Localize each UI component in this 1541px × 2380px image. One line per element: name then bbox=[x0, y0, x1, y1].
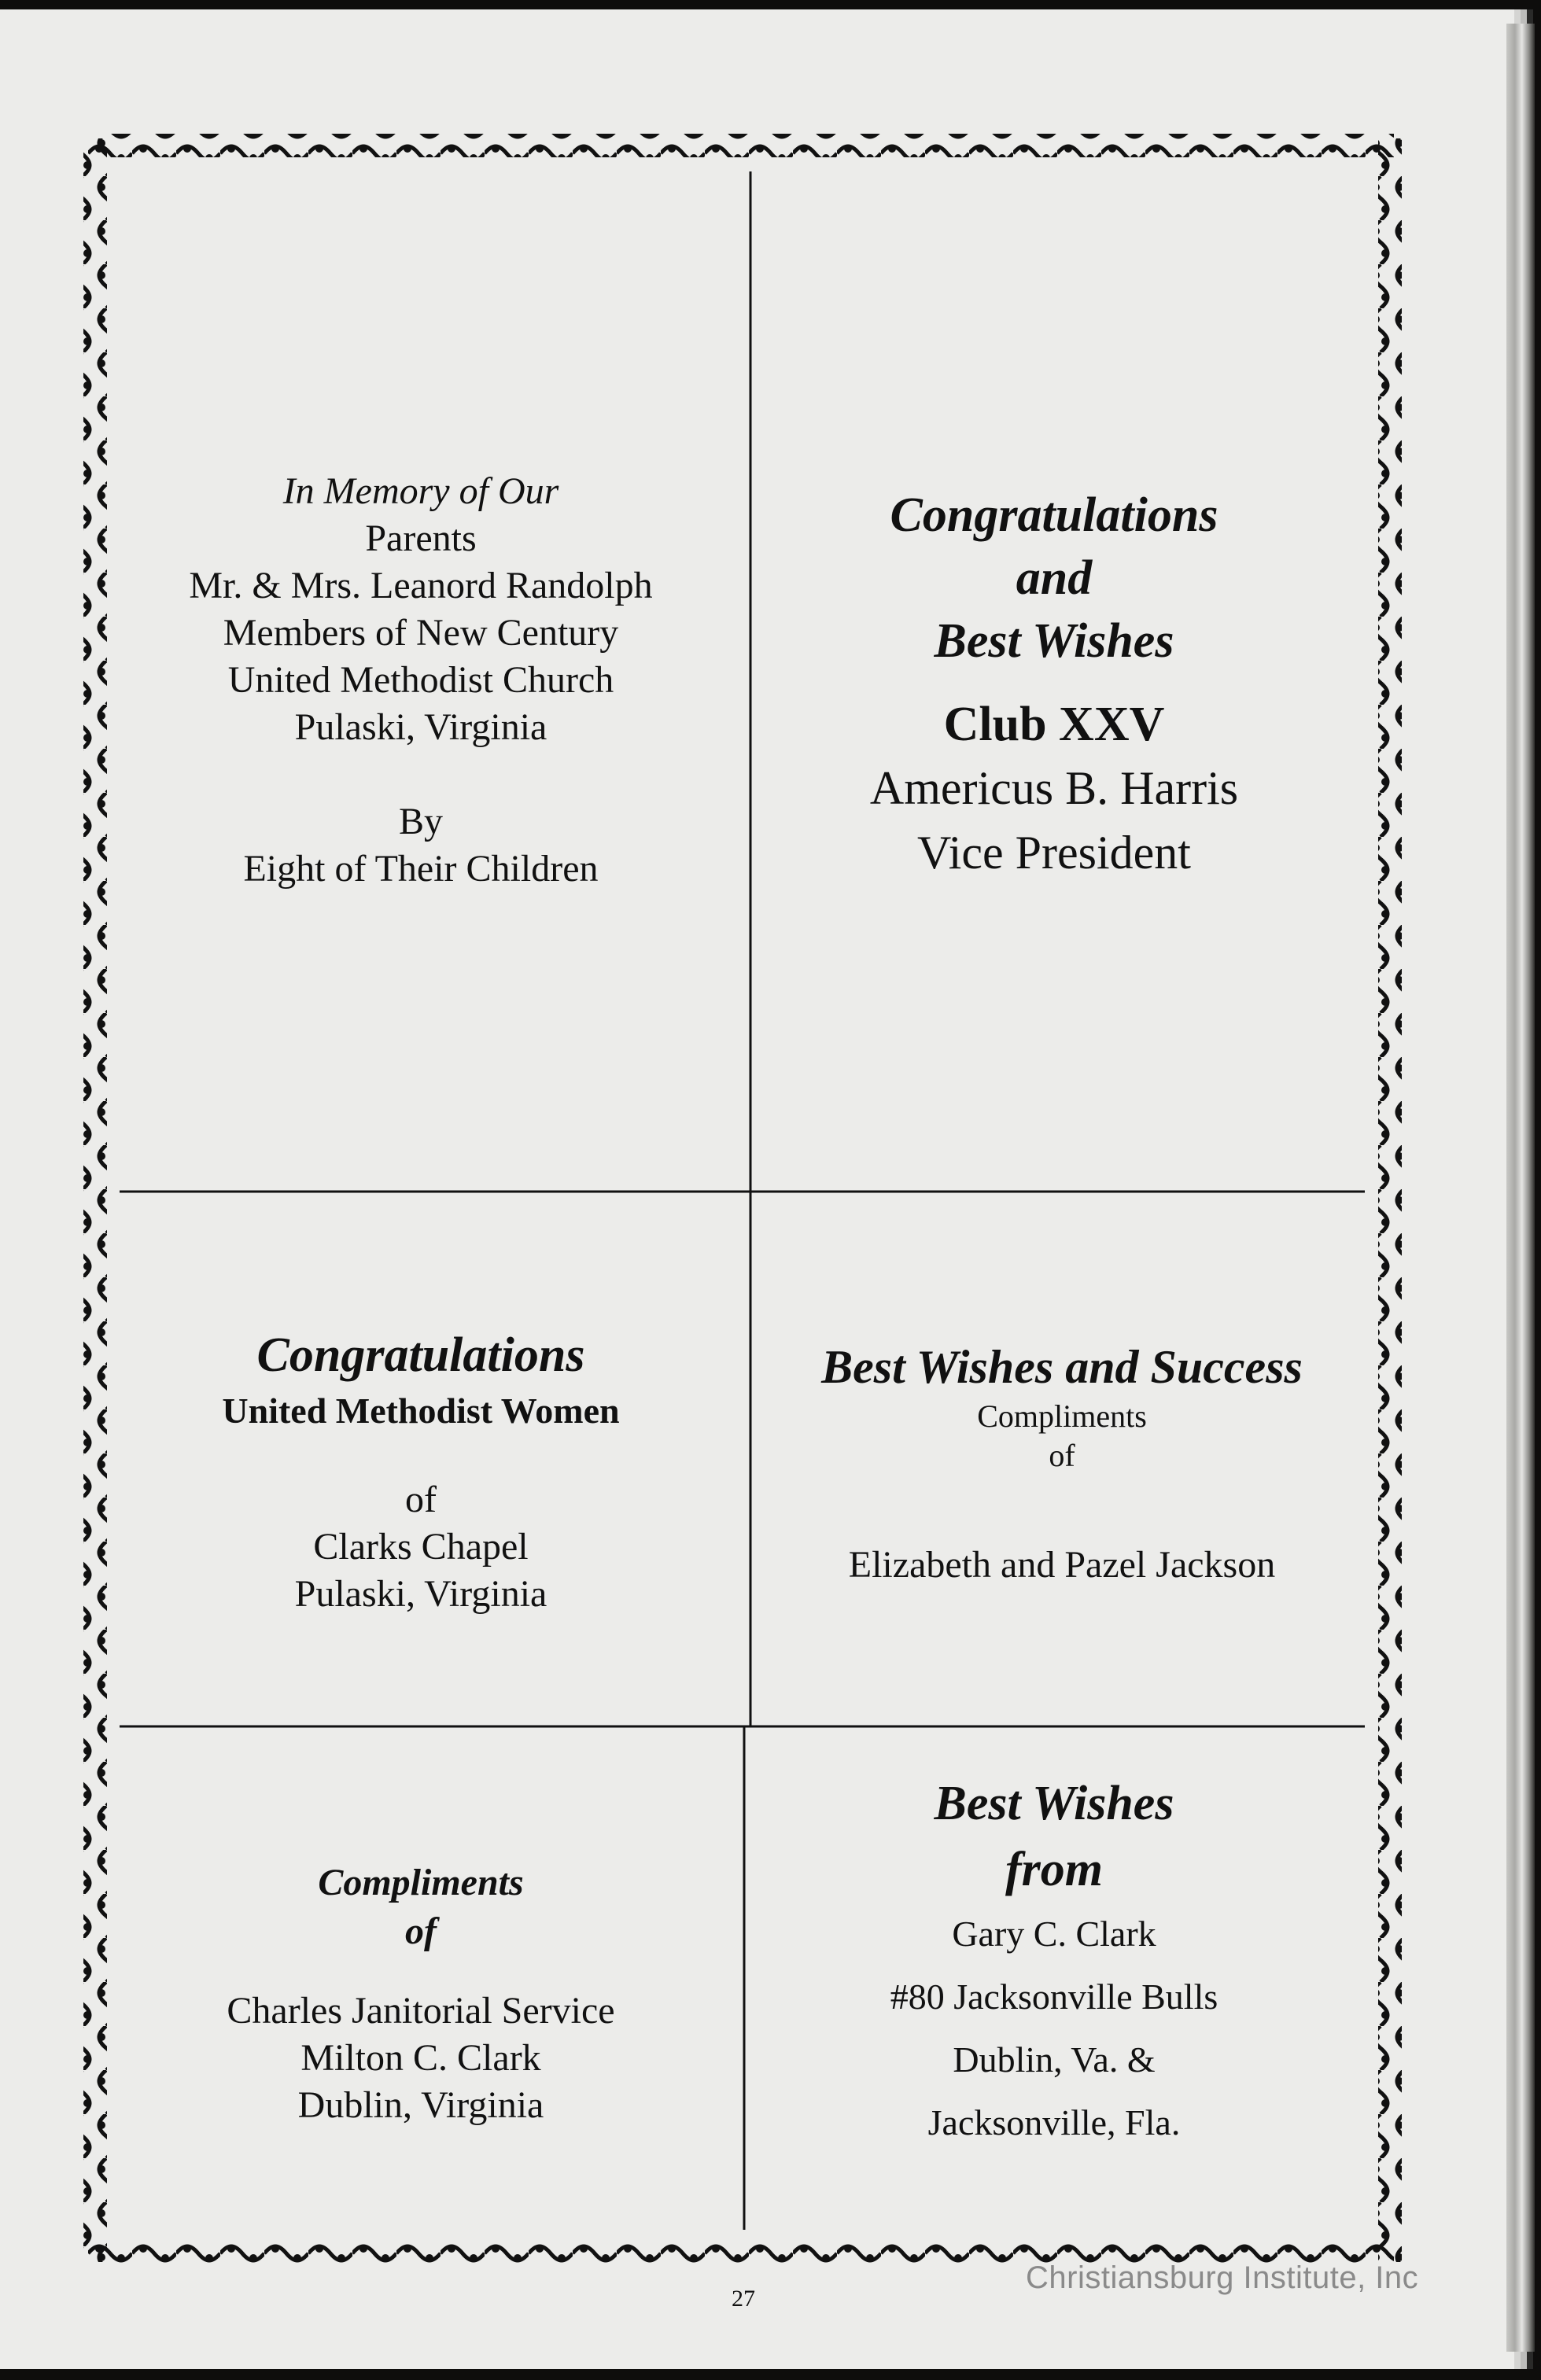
jackson-names: Elizabeth and Pazel Jackson bbox=[848, 1544, 1276, 1586]
umw-heading: Congratulations bbox=[256, 1328, 585, 1382]
jackson-heading: Best Wishes and Success bbox=[821, 1341, 1303, 1393]
umw-place: Clarks Chapel bbox=[313, 1526, 529, 1568]
ad-jackson bbox=[767, 1313, 1357, 1612]
club-person-title: Vice President bbox=[917, 827, 1191, 879]
clark-city-2: Jacksonville, Fla. bbox=[927, 2102, 1181, 2142]
umw-of: of bbox=[405, 1479, 437, 1520]
clark-heading-1: Best Wishes bbox=[934, 1777, 1174, 1830]
memory-line-6: Pulaski, Virginia bbox=[294, 706, 547, 748]
umw-city: Pulaski, Virginia bbox=[294, 1573, 547, 1615]
ad-gary-clark bbox=[763, 1762, 1345, 2163]
club-heading-1: Congratulations bbox=[890, 488, 1218, 542]
ad-in-memory bbox=[118, 464, 724, 897]
memory-line-1: In Memory of Our bbox=[282, 470, 559, 512]
memory-line-3: Mr. & Mrs. Leanord Randolph bbox=[189, 565, 653, 606]
memory-line-5: United Methodist Church bbox=[227, 659, 614, 701]
jackson-sub-1: Compliments bbox=[977, 1398, 1147, 1434]
janitorial-owner: Milton C. Clark bbox=[300, 2037, 541, 2079]
border-left bbox=[83, 138, 107, 2262]
memory-by: By bbox=[398, 801, 443, 842]
memory-line-2: Parents bbox=[365, 518, 477, 559]
page-number: 27 bbox=[732, 2286, 755, 2312]
clark-heading-2: from bbox=[1005, 1843, 1103, 1896]
ad-club-xxv bbox=[775, 464, 1333, 904]
janitorial-business: Charles Janitorial Service bbox=[227, 1990, 615, 2032]
clark-name: Gary C. Clark bbox=[952, 1914, 1156, 1954]
memory-signed: Eight of Their Children bbox=[243, 848, 599, 890]
club-heading-2: and bbox=[1016, 551, 1093, 605]
clark-team: #80 Jacksonville Bulls bbox=[890, 1977, 1218, 2017]
memory-line-4: Members of New Century bbox=[223, 612, 619, 654]
border-right bbox=[1378, 138, 1402, 2262]
janitorial-city: Dublin, Virginia bbox=[297, 2084, 544, 2126]
club-name: Club XXV bbox=[943, 698, 1165, 751]
janitorial-heading-1: Compliments bbox=[318, 1862, 524, 1903]
clark-city-1: Dublin, Va. & bbox=[953, 2039, 1156, 2080]
ad-charles-janitorial bbox=[118, 1848, 724, 2139]
ad-united-methodist-women bbox=[118, 1313, 724, 1628]
jackson-sub-2: of bbox=[1049, 1438, 1075, 1473]
umw-org: United Methodist Women bbox=[222, 1391, 620, 1431]
border-top bbox=[88, 134, 1394, 157]
watermark-text: Christiansburg Institute, Inc bbox=[1026, 2260, 1419, 2295]
club-heading-3: Best Wishes bbox=[934, 614, 1174, 668]
janitorial-heading-2: of bbox=[405, 1910, 437, 1952]
club-person: Americus B. Harris bbox=[869, 762, 1239, 814]
